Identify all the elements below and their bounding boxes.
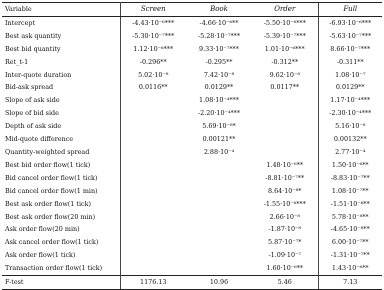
cell-order <box>252 133 318 146</box>
cell-order: 5.87·10⁻⁷* <box>267 238 302 247</box>
cell-screen: -4.43·10⁻⁶*** <box>132 18 175 27</box>
cell-variable: Ask order flow(1 tick) <box>2 249 120 262</box>
cell-variable: Best bid quantity <box>2 43 120 56</box>
cell-full: 0.00132** <box>318 133 382 146</box>
cell-variable: Quantity-weighted spread <box>2 146 120 159</box>
cell-order: -8.81·10⁻⁷** <box>265 173 305 182</box>
table-row <box>2 56 382 69</box>
cell-variable: Transaction order flow(1 tick) <box>2 262 120 275</box>
table-row <box>2 16 382 29</box>
cell-variable: Bid cancel order flow(1 min) <box>2 185 120 198</box>
cell-book <box>186 172 252 185</box>
table-row <box>2 146 382 159</box>
cell-full: -6.93·10⁻⁶*** <box>318 16 382 29</box>
cell-order: 9.62·10⁻⁸ <box>269 70 300 79</box>
cell-full: -5.63·10⁻⁷*** <box>318 30 382 43</box>
ftest-full: 7.13 <box>318 276 382 290</box>
cell-book: 2.88·10⁻⁴ <box>203 147 235 156</box>
table-row <box>2 69 382 82</box>
cell-full: 6.00·10⁻⁷** <box>318 236 382 249</box>
table-row <box>2 236 382 249</box>
cell-book: 7.42·10⁻⁸ <box>203 70 235 79</box>
cell-order: -1.55·10⁻⁶*** <box>263 199 306 208</box>
cell-order: -5.50·10⁻⁶*** <box>263 18 306 27</box>
cell-book <box>186 198 252 211</box>
cell-variable: Intercept <box>2 16 120 29</box>
cell-book: 0.00121** <box>202 135 236 144</box>
cell-order: 8.64·10⁻⁸* <box>267 186 302 195</box>
cell-screen <box>120 107 186 120</box>
cell-order <box>252 107 318 120</box>
table-row <box>2 81 382 94</box>
ftest-label: F-test <box>2 276 120 290</box>
cell-book: 1.08·10⁻⁴*** <box>199 96 239 105</box>
cell-screen <box>120 236 186 249</box>
cell-book: -5.28·10⁻⁷*** <box>197 31 241 40</box>
cell-book <box>186 185 252 198</box>
cell-book <box>186 262 252 275</box>
cell-full: -8.83·10⁻⁷** <box>318 172 382 185</box>
cell-order: -5.39·10⁻⁷*** <box>263 31 306 40</box>
regression-table <box>2 2 382 290</box>
table-row <box>2 107 382 120</box>
header-full: Full <box>318 3 382 17</box>
cell-screen <box>120 249 186 262</box>
cell-full: -1.51·10⁻⁶** <box>318 198 382 211</box>
cell-variable: Best ask order flow(20 min) <box>2 211 120 224</box>
ftest-order: 5.46 <box>252 276 318 290</box>
cell-full: 0.0129** <box>318 81 382 94</box>
cell-screen: 1.12·10⁻⁶*** <box>133 44 174 53</box>
cell-screen <box>120 223 186 236</box>
ftest-book: 10.96 <box>186 276 252 290</box>
cell-screen <box>120 198 186 211</box>
cell-full: 1.08·10⁻⁷** <box>318 185 382 198</box>
ftest-screen: 1176.13 <box>120 276 186 290</box>
cell-screen <box>120 146 186 159</box>
cell-book: -0.295** <box>205 57 233 66</box>
table-row <box>2 120 382 133</box>
table-row <box>2 185 382 198</box>
cell-full: 1.17·10⁻⁴*** <box>318 94 382 107</box>
cell-screen <box>120 262 186 275</box>
table-body <box>2 16 382 275</box>
cell-order: -0.312** <box>271 57 299 66</box>
cell-book: -2.20·10⁻⁴*** <box>197 109 241 118</box>
cell-screen: -0.296** <box>139 57 167 66</box>
cell-book: -4.66·10⁻⁶** <box>199 18 239 27</box>
cell-variable: Best ask quantity <box>2 30 120 43</box>
cell-screen: 5.02·10⁻⁸ <box>138 70 169 79</box>
cell-order <box>252 146 318 159</box>
table-row <box>2 211 382 224</box>
table-row <box>2 133 382 146</box>
cell-full: 1.08·10⁻⁷ <box>318 69 382 82</box>
table-row <box>2 94 382 107</box>
table-row <box>2 223 382 236</box>
cell-full: -2.30·10⁻⁴*** <box>318 107 382 120</box>
cell-screen: 0.0116** <box>138 83 168 92</box>
cell-order: -1.09·10⁻⁷ <box>268 251 301 260</box>
table-row <box>2 172 382 185</box>
cell-variable: Bid cancel order flow(1 tick) <box>2 172 120 185</box>
cell-book: 0.0129** <box>204 83 234 92</box>
header-book: Book <box>186 3 252 17</box>
cell-order: -1.87·10⁻⁸ <box>268 225 301 234</box>
cell-full: 5.16·10⁻⁸ <box>318 120 382 133</box>
header-screen: Screen <box>120 3 186 17</box>
cell-screen <box>120 172 186 185</box>
cell-full: 1.43·10⁻⁶** <box>318 262 382 275</box>
cell-variable: Inter-quote duration <box>2 69 120 82</box>
cell-variable: Slope of bid side <box>2 107 120 120</box>
cell-full: -4.65·10⁻⁸** <box>318 223 382 236</box>
cell-book <box>186 249 252 262</box>
cell-order <box>252 94 318 107</box>
cell-order: 2.66·10⁻⁸ <box>269 212 300 221</box>
table-row <box>2 249 382 262</box>
cell-screen <box>120 94 186 107</box>
cell-screen: -5.30·10⁻⁷*** <box>132 31 175 40</box>
cell-full: 1.50·10⁻⁶** <box>318 159 382 172</box>
table-row <box>2 43 382 56</box>
cell-variable: Bid-ask spread <box>2 81 120 94</box>
cell-screen <box>120 211 186 224</box>
cell-full: 8.66·10⁻⁷*** <box>318 43 382 56</box>
table-row <box>2 30 382 43</box>
cell-screen <box>120 185 186 198</box>
cell-variable: Ask order flow(20 min) <box>2 223 120 236</box>
cell-book: 9.33·10⁻⁷*** <box>199 44 239 53</box>
cell-variable: Best bid order flow(1 tick) <box>2 159 120 172</box>
cell-variable: Depth of ask side <box>2 120 120 133</box>
cell-variable: Slope of ask side <box>2 94 120 107</box>
table-row <box>2 198 382 211</box>
cell-order: 1.01·10⁻⁶*** <box>264 44 305 53</box>
cell-book <box>186 211 252 224</box>
cell-variable: Mid-quote difference <box>2 133 120 146</box>
cell-screen <box>120 159 186 172</box>
cell-screen <box>120 133 186 146</box>
cell-variable: Ret_t-1 <box>2 56 120 69</box>
cell-order <box>252 120 318 133</box>
cell-full: -0.311** <box>318 56 382 69</box>
ftest-row <box>2 276 382 290</box>
cell-book: 5.69·10⁻⁸* <box>202 122 236 131</box>
header-order: Order <box>252 3 318 17</box>
cell-full: 2.77·10⁻⁴ <box>318 146 382 159</box>
cell-book <box>186 159 252 172</box>
cell-full: -1.31·10⁻⁷** <box>318 249 382 262</box>
cell-screen <box>120 120 186 133</box>
cell-variable: Ask cancel order flow(1 tick) <box>2 236 120 249</box>
cell-order: 1.48·10⁻⁶** <box>266 160 304 169</box>
cell-book <box>186 223 252 236</box>
header-row <box>2 3 382 17</box>
cell-book <box>186 236 252 249</box>
cell-full: 5.78·10⁻⁸** <box>318 211 382 224</box>
header-variable: Variable <box>2 3 120 17</box>
cell-order: 0.0117** <box>270 83 300 92</box>
cell-order: 1.60·10⁻⁶** <box>266 264 304 273</box>
table-row <box>2 262 382 275</box>
table-row <box>2 159 382 172</box>
cell-variable: Best ask order flow(1 tick) <box>2 198 120 211</box>
